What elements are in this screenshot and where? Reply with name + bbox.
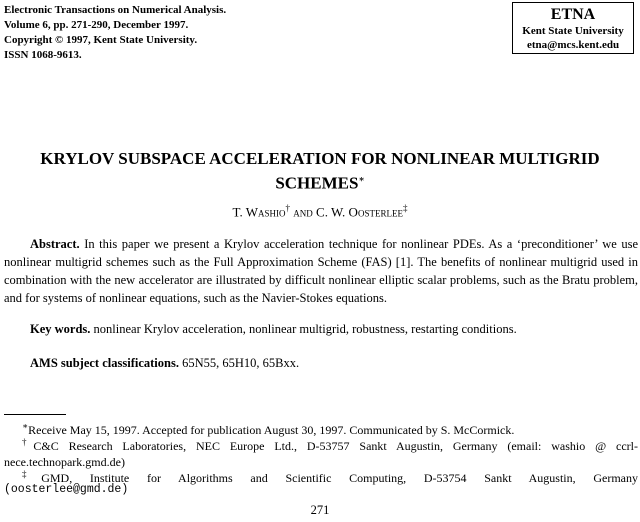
- title-footnote-mark: ∗: [358, 174, 365, 184]
- ams-classification: [4, 354, 638, 372]
- etna-university: Kent State University: [522, 25, 624, 37]
- footnote-1-text: Receive May 15, 1997. Accepted for publication August 30, 1997. Communicated by S. McCormick.: [28, 423, 515, 437]
- footnote-2: [4, 434, 638, 470]
- abstract: [4, 235, 638, 307]
- author-2: C. W. Oosterlee: [316, 204, 403, 220]
- keywords: [4, 320, 638, 338]
- etna-title: ETNA: [550, 6, 596, 23]
- title-line-1: KRYLOV SUBSPACE ACCELERATION FOR NONLINEAR MULTIGRID: [40, 149, 600, 168]
- copyright: Copyright © 1997, Kent State University.: [4, 34, 198, 46]
- footnote-3-text: GMD, Institute for Algorithms and Scientific Computing, D-53754 Sankt Augustin, Germany: [41, 471, 638, 485]
- issn: ISSN 1068-9613.: [4, 49, 82, 61]
- etna-box: [512, 2, 634, 54]
- ams-label: AMS subject classifications.: [30, 356, 179, 370]
- footnote-2-text: C&C Research Laboratories, NEC Europe Ltd., D-53757 Sankt Augustin, Germany (email: washio @ ccrl-nece.technopark.gmd.de): [4, 439, 638, 469]
- author-1: T. Washio: [232, 204, 286, 220]
- footnote-2-mark: †: [22, 437, 34, 447]
- journal-info: [4, 3, 226, 63]
- paper-title: [20, 149, 620, 194]
- etna-email[interactable]: etna@mcs.kent.edu: [526, 39, 620, 51]
- title-line-2: [20, 169, 620, 194]
- footnote-3-email[interactable]: (oosterlee@gmd.de): [4, 483, 129, 496]
- author-2-mark: ‡: [402, 203, 408, 213]
- footnote-3-mark: ‡: [22, 469, 42, 479]
- abstract-text: In this paper we present a Krylov acceleration technique for nonlinear PDEs. As a ‘preconditioner’ we use nonlinear multigrid schemes such as the Full Approximation Scheme (FAS) [1]. The benefits of nonlinear multigrid used in combination with the new accelerator are illustrated by difficult nonlinear elliptic scalar problems, such as the Bratu problem, and for systems of nonlinear equations, such as the Navier-Stokes equations.: [4, 237, 639, 305]
- and-text: and: [293, 204, 313, 220]
- volume-info: Volume 6, pp. 271-290, December 1997.: [4, 19, 189, 31]
- author-1-mark: †: [285, 203, 291, 213]
- footnote-rule: [4, 414, 66, 415]
- authors: [0, 203, 640, 220]
- abstract-label: Abstract.: [30, 237, 80, 251]
- page-number: 271: [310, 503, 330, 517]
- footnote-1-mark: ∗: [22, 421, 29, 431]
- journal-name: Electronic Transactions on Numerical Analysis.: [4, 4, 227, 16]
- title-line-2-text: SCHEMES: [275, 173, 359, 193]
- keywords-label: Key words.: [30, 322, 91, 336]
- keywords-text: nonlinear Krylov acceleration, nonlinear multigrid, robustness, restarting conditions.: [93, 322, 517, 336]
- ams-text: 65N55, 65H10, 65Bxx.: [182, 356, 300, 370]
